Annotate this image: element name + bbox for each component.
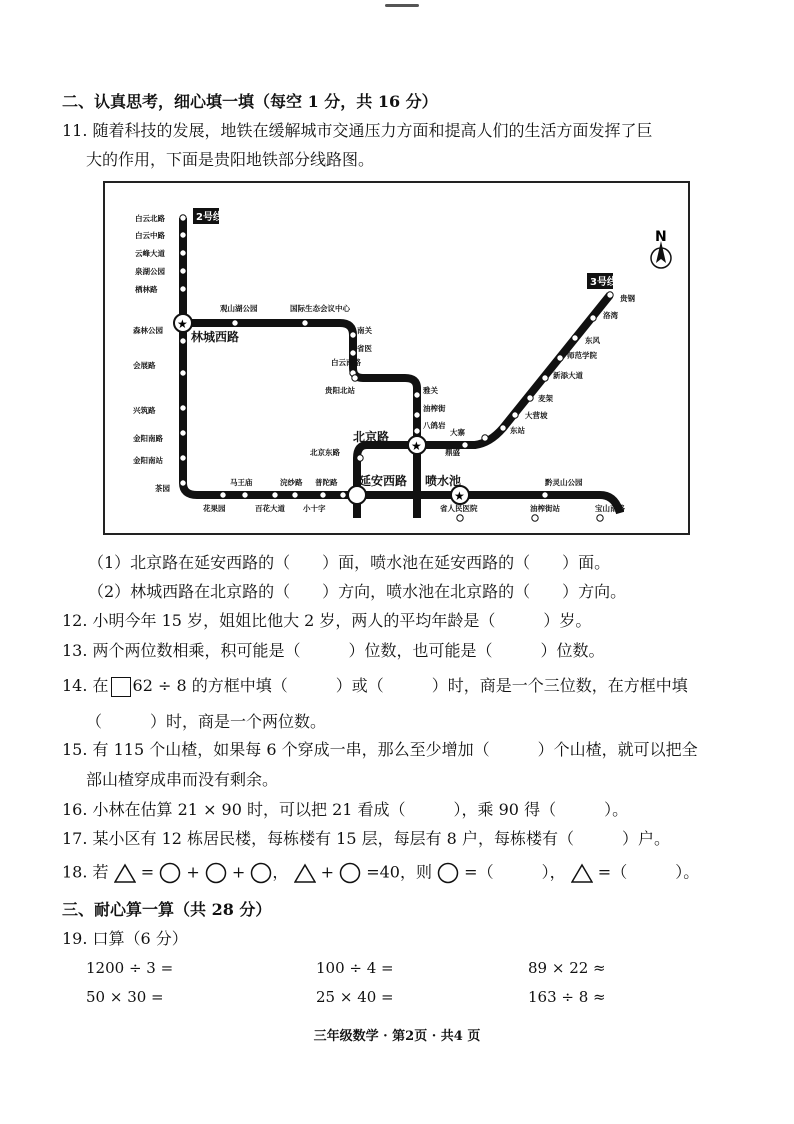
metro-map	[103, 181, 690, 535]
q18-plus-2: +	[231, 862, 246, 882]
station-label: 云峰大道	[135, 249, 165, 258]
station-label: 花果园	[203, 504, 226, 513]
station-label: 兴筑路	[133, 406, 156, 415]
q18-end: =（ ）。	[597, 862, 700, 882]
circle-icon	[437, 862, 459, 884]
q19-item-5: 25 × 40 =	[316, 988, 394, 1006]
page-top-mark	[385, 4, 419, 7]
station-dot	[180, 370, 186, 376]
north-label: N	[655, 229, 667, 245]
line2-tag: 2号线	[196, 212, 223, 223]
station-dot	[542, 492, 548, 498]
station-label: 雅关	[423, 386, 438, 395]
station-label: 南关	[357, 326, 372, 335]
station-dot	[180, 268, 186, 274]
q19-item-4: 50 × 30 =	[86, 988, 164, 1006]
station-label: 八鸽岩	[423, 421, 446, 430]
q16: 16. 小林在估算 21 × 90 时，可以把 21 看成（ ），乘 90 得（ ）。	[62, 800, 629, 819]
line3-tag: 3号线	[590, 277, 617, 288]
circle-icon	[159, 862, 181, 884]
station-label: 省医	[357, 344, 372, 353]
triangle-icon	[571, 863, 593, 883]
station-label: 金阳南站	[133, 456, 163, 465]
station-dot	[180, 215, 186, 221]
q13: 13. 两个两位数相乘，积可能是（ ）位数，也可能是（ ）位数。	[62, 641, 605, 660]
station-label: 泉湖公园	[135, 267, 165, 276]
station-dot	[180, 480, 186, 486]
station-label: 东站	[510, 426, 525, 435]
station-dot	[457, 515, 463, 521]
svg-text:★: ★	[411, 439, 422, 453]
q19-title: 19. 口算（6 分）	[62, 929, 188, 948]
station-dot	[180, 430, 186, 436]
q18-val: =40，则	[366, 862, 432, 882]
station-label: 贵钢	[620, 294, 635, 303]
station-dot	[357, 455, 363, 461]
triangle-icon	[114, 863, 136, 883]
q11-sub1: （1）北京路在延安西路的（ ）面，喷水池在延安西路的（ ）面。	[88, 553, 611, 572]
station-label: 大寨	[450, 428, 465, 437]
station-dot	[482, 435, 488, 441]
station-label: 大营坡	[525, 411, 548, 420]
station-label: 马王庙	[230, 478, 253, 487]
q18-then: =（ ），	[464, 862, 566, 882]
q19-item-2: 100 ÷ 4 =	[316, 959, 394, 977]
station-dot	[180, 250, 186, 256]
q11-sub2: （2）林城西路在北京路的（ ）方向，喷水池在北京路的（ ）方向。	[88, 582, 627, 601]
station-label: 北京东路	[310, 448, 340, 457]
station-yanan-xilu: 延安西路	[359, 474, 408, 488]
station-label: 油榨街	[423, 404, 446, 413]
q19-item-6: 163 ÷ 8 ≈	[528, 988, 606, 1006]
q11-line2: 大的作用，下面是贵阳地铁部分线路图。	[86, 150, 375, 169]
station-dot	[350, 350, 356, 356]
station-label: 鼎盛	[445, 448, 460, 457]
station-penshuichi: 喷水池	[425, 474, 462, 488]
svg-text:★: ★	[454, 489, 465, 503]
station-dot	[180, 338, 186, 344]
q14-pre: 14. 在	[62, 676, 109, 695]
station-lincheng-xilu: 林城西路	[191, 330, 240, 344]
station-dot	[180, 455, 186, 461]
station-label: 百花大道	[255, 504, 285, 513]
station-label: 贵阳北站	[325, 386, 355, 395]
q12: 12. 小明今年 15 岁，姐姐比他大 2 岁，两人的平均年龄是（ ）岁。	[62, 611, 592, 630]
station-dot	[462, 442, 468, 448]
station-label: 栖林路	[135, 285, 158, 294]
circle-icon	[205, 862, 227, 884]
station-label: 茶园	[155, 484, 170, 493]
circle-icon	[339, 862, 361, 884]
station-dot	[350, 332, 356, 338]
station-label: 黔灵山公园	[545, 478, 583, 487]
station-label: 白云南路	[331, 358, 361, 367]
station-label: 浣纱路	[280, 478, 303, 487]
station-dot	[527, 395, 533, 401]
q15-line2: 部山楂穿成串而没有剩余。	[86, 770, 279, 789]
q18-pre: 18. 若	[62, 862, 109, 882]
station-dot	[597, 515, 603, 521]
q17: 17. 某小区有 12 栋居民楼，每栋楼有 15 层，每层有 8 户，每栋楼有（ ）户。	[62, 829, 670, 848]
q15-line1: 15. 有 115 个山楂，如果每 6 个穿成一串，那么至少增加（ ）个山楂，就可以把全	[62, 740, 698, 759]
station-label: 洛湾	[603, 311, 618, 320]
station-beijinglu: 北京路	[353, 430, 390, 444]
station-dot	[532, 515, 538, 521]
station-label: 油榨街站	[530, 504, 560, 513]
station-label: 东风	[585, 336, 600, 345]
section2-title: 二、认真思考，细心填一填（每空 1 分，共 16 分）	[62, 92, 438, 111]
station-dot	[512, 412, 518, 418]
station-dot	[180, 405, 186, 411]
q18-plus-3: +	[320, 862, 335, 882]
svg-text:★: ★	[177, 317, 188, 331]
section3-title: 三、耐心算一算（共 28 分）	[62, 900, 272, 919]
station-label: 会展路	[133, 361, 156, 370]
station-dot	[414, 412, 420, 418]
station-dot	[302, 320, 308, 326]
station-dot	[180, 232, 186, 238]
station-dot	[232, 320, 238, 326]
north-arrow-icon	[651, 229, 671, 268]
station-dot	[180, 286, 186, 292]
station-label: 普陀路	[315, 478, 338, 487]
metro-map-svg	[105, 183, 688, 533]
station-dot	[572, 335, 578, 341]
station-label: 金阳南路	[133, 434, 163, 443]
page-footer: 三年级数学 · 第2页 · 共4 页	[313, 1029, 481, 1044]
q14-line2: （ ）时，商是一个两位数。	[86, 712, 327, 731]
station-dot	[590, 315, 596, 321]
q19-item-1: 1200 ÷ 3 =	[86, 959, 174, 977]
line-branch	[183, 323, 417, 495]
station-dot	[500, 425, 506, 431]
station-label: 白云中路	[135, 231, 165, 240]
station-dot	[352, 375, 358, 381]
q18-plus-1: +	[186, 862, 200, 882]
q14-line1	[62, 676, 688, 697]
station-label: 小十字	[303, 504, 326, 513]
station-label: 国际生态会议中心	[290, 304, 350, 313]
q18: 18. 若 = + + ， + =40，则 =（ ）， =（ ）。	[62, 862, 699, 884]
station-dot	[220, 492, 226, 498]
q18-eq: =	[140, 862, 155, 882]
station-label: 省人民医院	[440, 504, 478, 513]
station-label: 白云北路	[135, 214, 165, 223]
q19-item-3: 89 × 22 ≈	[528, 959, 606, 977]
station-dot	[607, 292, 613, 298]
station-label: 新添大道	[553, 371, 583, 380]
station-dot	[242, 492, 248, 498]
circle-icon	[250, 862, 272, 884]
q11-line1: 11. 随着科技的发展，地铁在缓解城市交通压力方面和提高人们的生活方面发挥了巨	[62, 121, 653, 140]
triangle-icon	[294, 863, 316, 883]
station-label: 师范学院	[567, 351, 597, 360]
station-dot	[292, 492, 298, 498]
station-label: 宝山南路	[595, 504, 625, 513]
station-label: 麦架	[538, 394, 553, 403]
station-dot	[414, 428, 420, 434]
q14-post: 62 ÷ 8 的方框中填（ ）或（ ）时，商是一个三位数，在方框中填	[132, 676, 688, 695]
station-label: 观山湖公园	[220, 304, 258, 313]
q14-answer-box[interactable]	[111, 677, 131, 697]
station-dot	[414, 392, 420, 398]
station-dot	[320, 492, 326, 498]
station-dot	[272, 492, 278, 498]
station-dot	[542, 375, 548, 381]
station-dot	[557, 355, 563, 361]
station-dot	[340, 492, 346, 498]
station-label: 森林公园	[133, 326, 163, 335]
